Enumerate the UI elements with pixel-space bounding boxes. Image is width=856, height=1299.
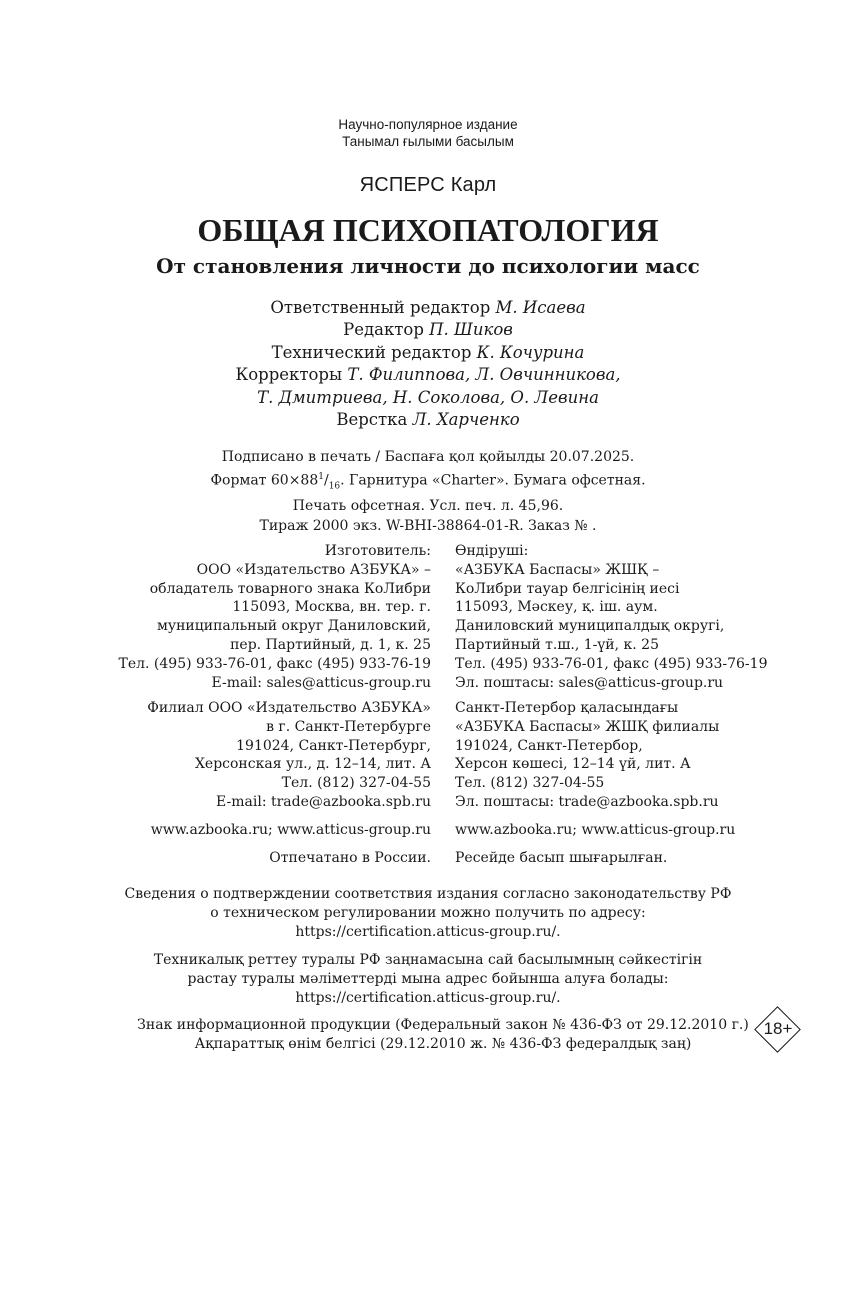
manufacturer-ru: Изготовитель: ООО «Издательство АЗБУКА» – обладатель товарного знака КоЛибри 115093, Москва, вн. тер. г. муниципальный округ Даниловский, пер. Партийный, д. 1, к. 25 Тел. (495) 933-76-01, факс (495) 933-76-19 E-mail: sales@atticus-group.ru: [118, 543, 431, 691]
websites-ru: www.azbooka.ru; www.atticus-group.ru: [150, 822, 431, 838]
edition-type-ru: Научно-популярное издание: [338, 117, 518, 132]
print-format: Формат $60\times 88^1/_{16}$. Гарнитура «Charter». Бумага офсетная.: [210, 471, 646, 492]
credit-name: Т. Дмитриева, Н. Соколова, О. Левина: [257, 387, 599, 407]
credits-block: [0, 297, 856, 431]
print-type: Печать офсетная. Усл. печ. л. 45,96.: [292, 498, 564, 515]
certification-kz: Техникалық реттеу туралы РФ заңнамасына сай басылымның сәйкестігін растау туралы мәліметтерді мына адрес бойынша алуға болады: https://certification.atticus-group.ru/.: [153, 952, 703, 1006]
credit-role: Редактор: [343, 320, 430, 340]
book-title: ОБЩАЯ ПСИХОПАТОЛОГИЯ: [197, 212, 659, 248]
credit-role: Ответственный редактор: [270, 298, 496, 317]
credit-name: Т. Филиппова, Л. Овчинникова,: [347, 365, 621, 385]
credit-line: [0, 297, 856, 319]
print-circulation: Тираж 2000 экз. W-BHI-38864-01-R. Заказ № .: [259, 517, 597, 534]
credit-role: Корректоры: [235, 365, 348, 385]
credit-line: [0, 364, 856, 386]
credit-line: [0, 409, 856, 431]
credit-role: Верстка: [336, 410, 413, 430]
age-rating-text: 18+: [763, 1019, 793, 1038]
printed-ru: Отпечатано в России.: [269, 850, 431, 866]
credit-name: М. Исаева: [495, 298, 586, 317]
credit-name: П. Шиков: [429, 320, 513, 340]
printed-kz: Ресейде басып шығарылған.: [455, 850, 668, 866]
edition-type: [0, 116, 856, 150]
book-subtitle: От становления личности до психологии масс: [156, 254, 700, 278]
credit-line: [0, 319, 856, 341]
print-signed: Подписано в печать / Баспаға қол қойылды 20.07.2025.: [221, 449, 635, 465]
credit-name: Л. Харченко: [412, 410, 520, 430]
credit-line: [0, 387, 856, 409]
edition-type-kz: Танымал ғылыми басылым: [342, 134, 514, 149]
websites-kz: www.azbooka.ru; www.atticus-group.ru: [455, 822, 736, 838]
credit-line: [0, 342, 856, 364]
credit-role: Технический редактор: [271, 342, 477, 362]
branch-ru: Филиал ООО «Издательство АЗБУКА» в г. Санкт-Петербурге 191024, Санкт-Петербург, Херсонская ул., д. 12–14, лит. А Тел. (812) 327-04-55 E-mail: trade@azbooka.spb.ru: [147, 700, 431, 810]
author-name: ЯСПЕРС Карл: [359, 174, 497, 196]
credit-name: К. Кочурина: [476, 342, 585, 362]
print-info: [0, 448, 856, 537]
age-rating-badge: [754, 1006, 802, 1054]
certification-ru: Сведения о подтверждении соответствия издания согласно законодательству РФ о техническом регулировании можно получить по адресу: https://certification.atticus-group.ru/.: [124, 886, 732, 940]
info-product-sign: Знак информационной продукции (Федеральный закон № 436-ФЗ от 29.12.2010 г.) Ақпараттық өнім белгісі (29.12.2010 ж. № 436-ФЗ федералдық заң): [137, 1017, 749, 1052]
branch-kz: Санкт-Петербор қаласындағы «АЗБУКА Баспасы» ЖШҚ филиалы 191024, Санкт-Петербор, Херсон көшесі, 12–14 үй, лит. А Тел. (812) 327-04-55 Эл. поштасы: trade@azbooka.spb.ru: [455, 700, 720, 810]
manufacturer-kz: Өндіруші: «АЗБУКА Баспасы» ЖШҚ – КоЛибри тауар белгісінің иесі 115093, Мәскеу, қ. іш. аум. Даниловский муниципалдық округі, Партийный т.ш., 1-үй, к. 25 Тел. (495) 933-76-01, факс (495) 933-76-19 Эл. поштасы: sales@atticus-group.ru: [455, 543, 768, 691]
